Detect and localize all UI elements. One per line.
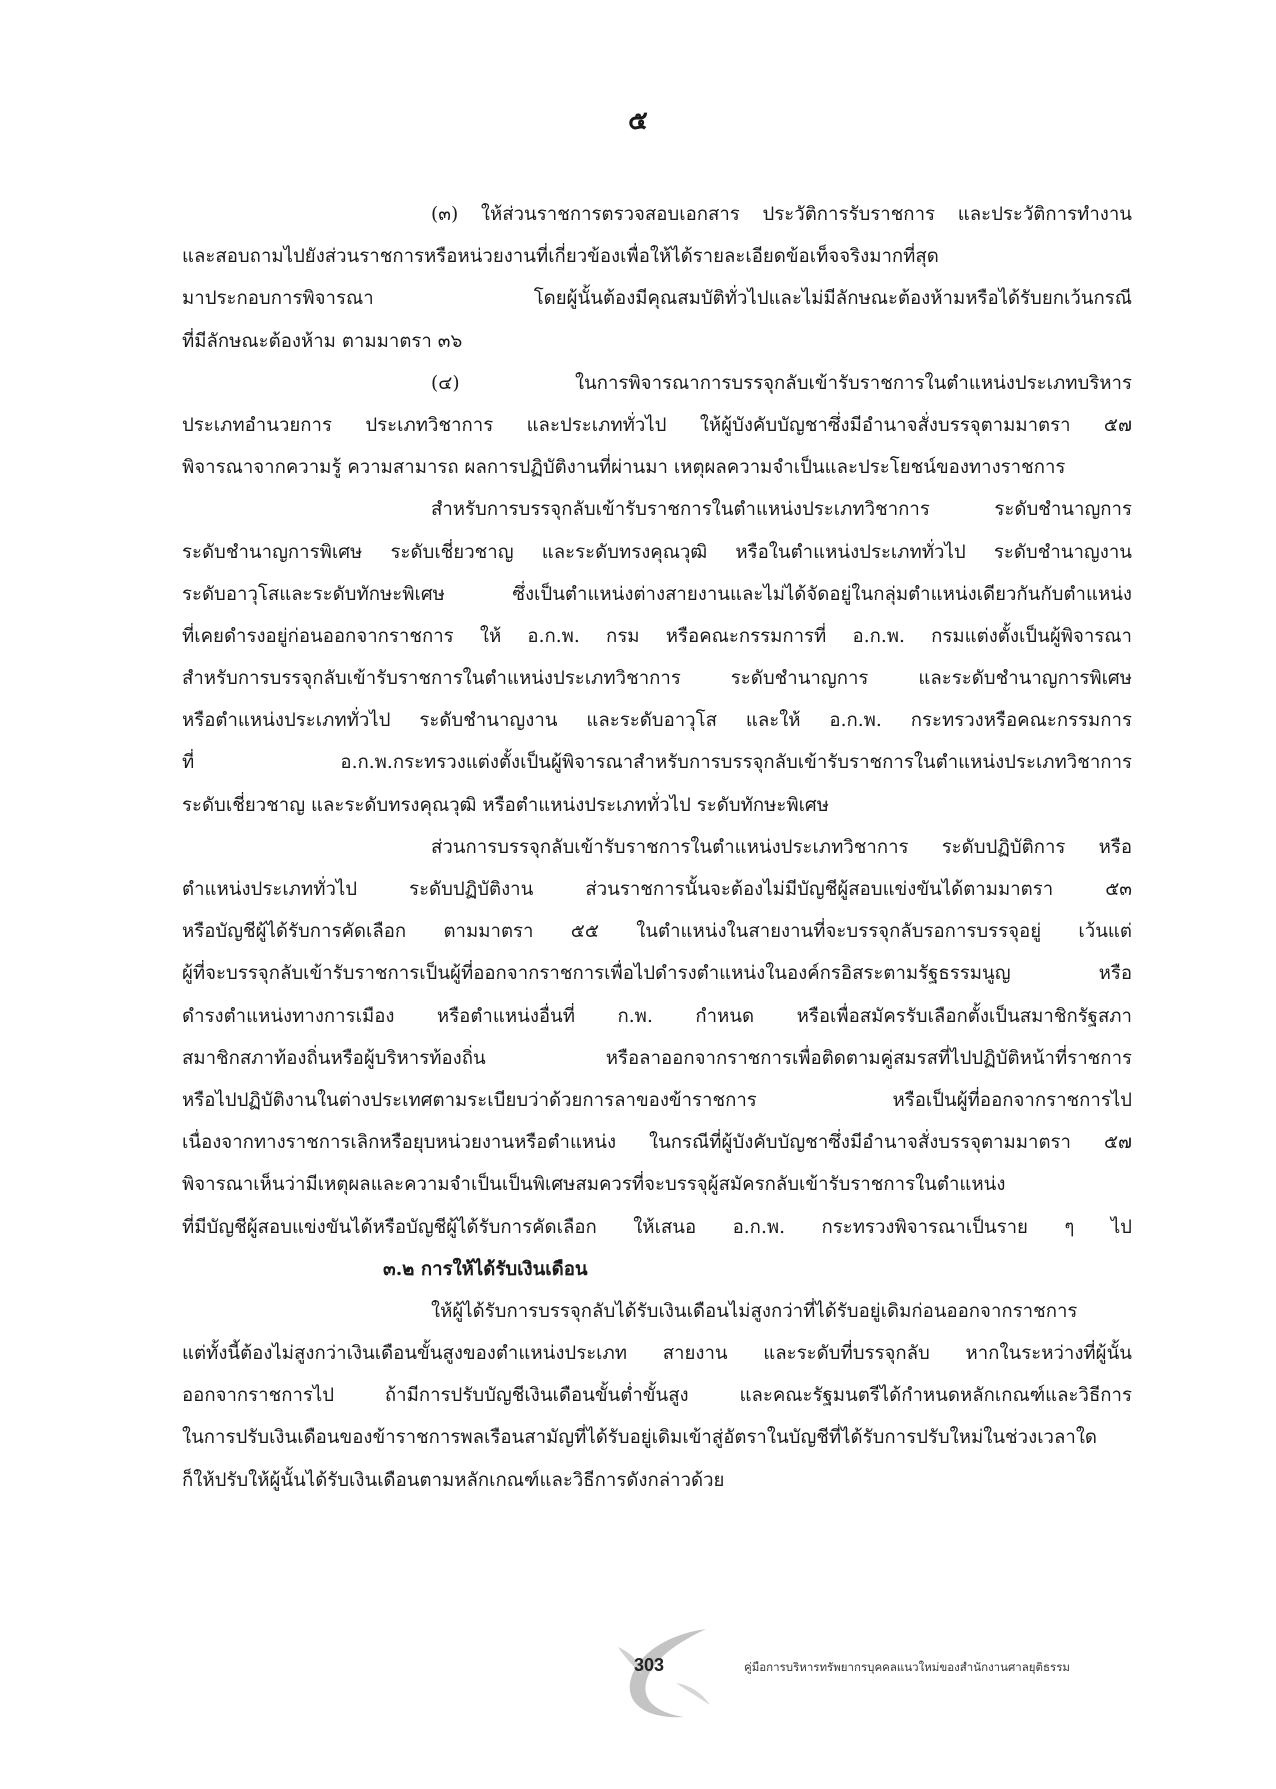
paragraph-line: ระดับอาวุโสและระดับทักษะพิเศษ ซึ่งเป็นตำแหน่งต่างสายงานและไม่ได้จัดอยู่ในกลุ่มตำแหน่งเดียวกันกับตำแหน่ง bbox=[182, 583, 1132, 605]
paragraph-line: ตำแหน่งประเภททั่วไป ระดับปฏิบัติงาน ส่วนราชการนั้นจะต้องไม่มีบัญชีผู้สอบแข่งขันได้ตามมาตรา ๕๓ bbox=[182, 879, 1132, 900]
paragraph-line: ผู้ที่จะบรรจุกลับเข้ารับราชการเป็นผู้ที่ออกจากราชการเพื่อไปดำรงตำแหน่งในองค์กรอิสระตามรัฐธรรมนูญ หรือ bbox=[182, 963, 1132, 985]
paragraph-line: พิจารณาจากความรู้ ความสามารถ ผลการปฏิบัติงานที่ผ่านมา เหตุผลความจำเป็นและประโยชน์ของทางราชการ bbox=[182, 457, 1066, 479]
paragraph-line: ก็ให้ปรับให้ผู้นั้นได้รับเงินเดือนตามหลักเกณฑ์และวิธีการดังกล่าวด้วย bbox=[182, 1469, 725, 1491]
paragraph-line: ที่มีลักษณะต้องห้าม ตามมาตรา ๓๖ bbox=[182, 330, 463, 352]
paragraph-line: ที่ อ.ก.พ.กระทรวงแต่งตั้งเป็นผู้พิจารณาสำหรับการบรรจุกลับเข้ารับราชการในตำแหน่งประเภทวิชาการ bbox=[182, 752, 1132, 774]
paragraph-line: ระดับชำนาญการพิเศษ ระดับเชี่ยวชาญ และระดับทรงคุณวุฒิ หรือในตำแหน่งประเภททั่วไป ระดับชำนาญงาน bbox=[182, 541, 1132, 563]
paragraph-line: หรือตำแหน่งประเภททั่วไป ระดับชำนาญงาน และระดับอาวุโส และให้ อ.ก.พ. กระทรวงหรือคณะกรรมการ bbox=[182, 710, 1132, 732]
paragraph-line: (๓) ให้ส่วนราชการตรวจสอบเอกสาร ประวัติการรับราชการ และประวัติการทำงาน bbox=[431, 204, 1132, 225]
page-number-top: ๕ bbox=[628, 106, 648, 136]
paragraph-line: ประเภทอำนวยการ ประเภทวิชาการ และประเภททั่วไป ให้ผู้บังคับบัญชาซึ่งมีอำนาจสั่งบรรจุตามมาตรา ๕๗ bbox=[182, 414, 1132, 436]
page-footer bbox=[0, 1615, 1276, 1725]
paragraph-line: และสอบถามไปยังส่วนราชการหรือหน่วยงานที่เกี่ยวข้องเพื่อให้ได้รายละเอียดข้อเท็จจริงมากที่สุด bbox=[182, 246, 939, 268]
paragraph-line: หรือไปปฏิบัติงานในต่างประเทศตามระเบียบว่าด้วยการลาของข้าราชการ หรือเป็นผู้ที่ออกจากราชการไป bbox=[182, 1089, 1132, 1111]
paragraph-line: ระดับเชี่ยวชาญ และระดับทรงคุณวุฒิ หรือตำแหน่งประเภททั่วไป ระดับทักษะพิเศษ bbox=[182, 794, 829, 816]
paragraph-line: สำหรับการบรรจุกลับเข้ารับราชการในตำแหน่งประเภทวิชาการ ระดับชำนาญการ และระดับชำนาญการพิเศษ bbox=[182, 668, 1132, 690]
paragraph-line: (๔) ในการพิจารณาการบรรจุกลับเข้ารับราชการในตำแหน่งประเภทบริหาร bbox=[431, 372, 1132, 394]
paragraph-line: ในการปรับเงินเดือนของข้าราชการพลเรือนสามัญที่ได้รับอยู่เดิมเข้าสู่อัตราในบัญชีที่ได้รับการปรับใหม่ในช่วงเวลาใด bbox=[182, 1427, 1097, 1449]
paragraph-line: ที่เคยดำรงอยู่ก่อนออกจากราชการ ให้ อ.ก.พ. กรม หรือคณะกรรมการที่ อ.ก.พ. กรมแต่งตั้งเป็นผู้พิจารณา bbox=[182, 625, 1132, 647]
paragraph-line: ส่วนการบรรจุกลับเข้ารับราชการในตำแหน่งประเภทวิชาการ ระดับปฏิบัติการ หรือ bbox=[431, 836, 1132, 858]
paragraph-line: มาประกอบการพิจารณา โดยผู้นั้นต้องมีคุณสมบัติทั่วไปและไม่มีลักษณะต้องห้ามหรือได้รับยกเว้นกรณี bbox=[182, 288, 1132, 310]
paragraph-line: ให้ผู้ได้รับการบรรจุกลับได้รับเงินเดือนไม่สูงกว่าที่ได้รับอยู่เดิมก่อนออกจากราชการ bbox=[431, 1300, 1078, 1322]
paragraph-line: พิจารณาเห็นว่ามีเหตุผลและความจำเป็นเป็นพิเศษสมควรที่จะบรรจุผู้สมัครกลับเข้ารับราชการในตำแหน่ง bbox=[182, 1174, 1006, 1196]
paragraph-line: ดำรงตำแหน่งทางการเมือง หรือตำแหน่งอื่นที่ ก.พ. กำหนด หรือเพื่อสมัครรับเลือกตั้งเป็นสมาชิกรัฐสภา bbox=[182, 1005, 1132, 1027]
paragraph-line: สำหรับการบรรจุกลับเข้ารับราชการในตำแหน่งประเภทวิชาการ ระดับชำนาญการ bbox=[431, 499, 1132, 521]
footer-page-number: 303 bbox=[634, 1655, 665, 1675]
paragraph-line: ที่มีบัญชีผู้สอบแข่งขันได้หรือบัญชีผู้ได้รับการคัดเลือก ให้เสนอ อ.ก.พ. กระทรวงพิจารณาเป็นราย ๆ ไป bbox=[182, 1216, 1132, 1238]
paragraph-line: หรือบัญชีผู้ได้รับการคัดเลือก ตามมาตรา ๕๕ ในตำแหน่งในสายงานที่จะบรรจุกลับรอการบรรจุอยู่ เว้นแต่ bbox=[182, 921, 1132, 943]
paragraph-line: สมาชิกสภาท้องถิ่นหรือผู้บริหารท้องถิ่น หรือลาออกจากราชการเพื่อติดตามคู่สมรสที่ไปปฏิบัติหน้าที่ราชการ bbox=[182, 1047, 1132, 1069]
footer-title: คู่มือการบริหารทรัพยากรบุคคลแนวใหม่ของสำนักงานศาลยุติธรรม bbox=[744, 1660, 1070, 1674]
body-text bbox=[182, 194, 1132, 1502]
section-heading: ๓.๒ การให้ได้รับเงินเดือน bbox=[383, 1258, 588, 1280]
paragraph-line: ออกจากราชการไป ถ้ามีการปรับบัญชีเงินเดือนขั้นต่ำขั้นสูง และคณะรัฐมนตรีได้กำหนดหลักเกณฑ์และวิธีการ bbox=[182, 1385, 1132, 1407]
paragraph-line: เนื่องจากทางราชการเลิกหรือยุบหน่วยงานหรือตำแหน่ง ในกรณีที่ผู้บังคับบัญชาซึ่งมีอำนาจสั่งบรรจุตามมาตรา ๕๗ bbox=[182, 1132, 1132, 1154]
paragraph-line: แต่ทั้งนี้ต้องไม่สูงกว่าเงินเดือนขั้นสูงของตำแหน่งประเภท สายงาน และระดับที่บรรจุกลับ หากในระหว่างที่ผู้นั้น bbox=[182, 1343, 1132, 1365]
